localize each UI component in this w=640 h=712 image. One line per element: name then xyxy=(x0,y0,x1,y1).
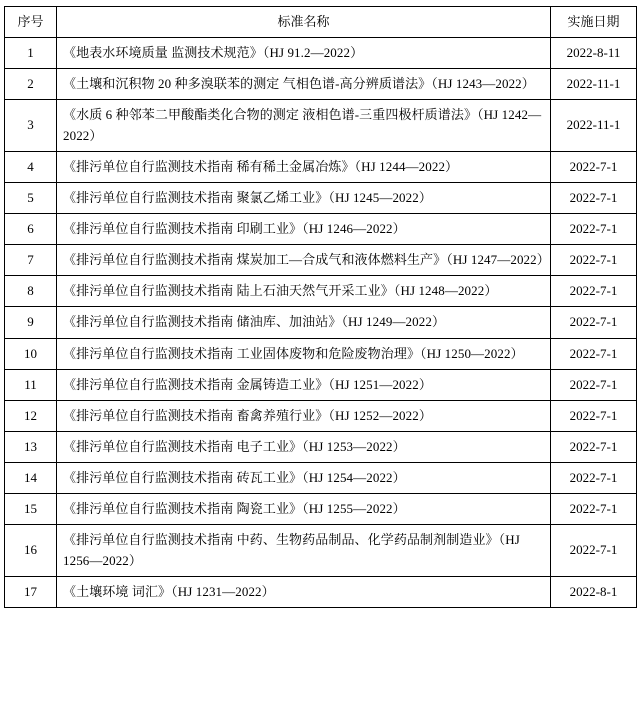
standard-name: 《排污单位自行监测技术指南 工业固体废物和危险废物治理》（HJ 1250—2022） xyxy=(57,338,551,369)
effective-date: 2022-7-1 xyxy=(551,494,637,525)
effective-date: 2022-7-1 xyxy=(551,245,637,276)
row-number: 15 xyxy=(5,494,57,525)
table-header-row xyxy=(5,7,637,38)
row-number: 6 xyxy=(5,213,57,244)
standard-name: 《地表水环境质量 监测技术规范》（HJ 91.2—2022） xyxy=(57,38,551,69)
effective-date: 2022-7-1 xyxy=(551,338,637,369)
table-row xyxy=(5,69,637,100)
standard-name: 《排污单位自行监测技术指南 砖瓦工业》（HJ 1254—2022） xyxy=(57,463,551,494)
effective-date: 2022-7-1 xyxy=(551,276,637,307)
effective-date: 2022-8-1 xyxy=(551,576,637,607)
row-number: 1 xyxy=(5,38,57,69)
effective-date: 2022-7-1 xyxy=(551,369,637,400)
row-number: 9 xyxy=(5,307,57,338)
standard-name: 《水质 6 种邻苯二甲酸酯类化合物的测定 液相色谱-三重四极杆质谱法》（HJ 1242—2022） xyxy=(57,100,551,151)
table-row xyxy=(5,525,637,576)
table-row xyxy=(5,38,637,69)
effective-date: 2022-7-1 xyxy=(551,463,637,494)
standard-name: 《排污单位自行监测技术指南 陶瓷工业》（HJ 1255—2022） xyxy=(57,494,551,525)
standard-name: 《排污单位自行监测技术指南 印刷工业》（HJ 1246—2022） xyxy=(57,213,551,244)
row-number: 14 xyxy=(5,463,57,494)
standard-name: 《排污单位自行监测技术指南 煤炭加工—合成气和液体燃料生产》（HJ 1247—2022） xyxy=(57,245,551,276)
table-row xyxy=(5,338,637,369)
standard-name: 《排污单位自行监测技术指南 电子工业》（HJ 1253—2022） xyxy=(57,431,551,462)
table-row xyxy=(5,463,637,494)
table-row xyxy=(5,100,637,151)
standard-name: 《排污单位自行监测技术指南 金属铸造工业》（HJ 1251—2022） xyxy=(57,369,551,400)
row-number: 10 xyxy=(5,338,57,369)
row-number: 2 xyxy=(5,69,57,100)
row-number: 17 xyxy=(5,576,57,607)
table-row xyxy=(5,245,637,276)
row-number: 8 xyxy=(5,276,57,307)
standard-name: 《排污单位自行监测技术指南 储油库、加油站》（HJ 1249—2022） xyxy=(57,307,551,338)
standard-name: 《排污单位自行监测技术指南 陆上石油天然气开采工业》（HJ 1248—2022） xyxy=(57,276,551,307)
effective-date: 2022-7-1 xyxy=(551,400,637,431)
effective-date: 2022-7-1 xyxy=(551,213,637,244)
standard-name: 《排污单位自行监测技术指南 稀有稀土金属冶炼》（HJ 1244—2022） xyxy=(57,151,551,182)
row-number: 7 xyxy=(5,245,57,276)
row-number: 16 xyxy=(5,525,57,576)
effective-date: 2022-7-1 xyxy=(551,151,637,182)
table-row xyxy=(5,307,637,338)
effective-date: 2022-11-1 xyxy=(551,100,637,151)
table-row xyxy=(5,369,637,400)
row-number: 4 xyxy=(5,151,57,182)
effective-date: 2022-7-1 xyxy=(551,431,637,462)
standard-name: 《土壤和沉积物 20 种多溴联苯的测定 气相色谱-高分辨质谱法》（HJ 1243—2022） xyxy=(57,69,551,100)
standard-name: 《排污单位自行监测技术指南 中药、生物药品制品、化学药品制剂制造业》（HJ 1256—2022） xyxy=(57,525,551,576)
standard-name: 《土壤环境 词汇》（HJ 1231—2022） xyxy=(57,576,551,607)
effective-date: 2022-7-1 xyxy=(551,307,637,338)
table-row xyxy=(5,151,637,182)
effective-date: 2022-7-1 xyxy=(551,525,637,576)
table-row xyxy=(5,213,637,244)
effective-date: 2022-11-1 xyxy=(551,69,637,100)
row-number: 12 xyxy=(5,400,57,431)
standard-name: 《排污单位自行监测技术指南 畜禽养殖行业》（HJ 1252—2022） xyxy=(57,400,551,431)
standard-name: 《排污单位自行监测技术指南 聚氯乙烯工业》（HJ 1245—2022） xyxy=(57,182,551,213)
row-number: 13 xyxy=(5,431,57,462)
row-number: 5 xyxy=(5,182,57,213)
column-header-date: 实施日期 xyxy=(551,7,637,38)
table-row xyxy=(5,576,637,607)
table-row xyxy=(5,431,637,462)
effective-date: 2022-7-1 xyxy=(551,182,637,213)
column-header-name: 标准名称 xyxy=(57,7,551,38)
standards-table xyxy=(4,6,637,608)
row-number: 11 xyxy=(5,369,57,400)
row-number: 3 xyxy=(5,100,57,151)
table-row xyxy=(5,182,637,213)
table-row xyxy=(5,400,637,431)
column-header-no: 序号 xyxy=(5,7,57,38)
table-row xyxy=(5,276,637,307)
effective-date: 2022-8-11 xyxy=(551,38,637,69)
table-row xyxy=(5,494,637,525)
